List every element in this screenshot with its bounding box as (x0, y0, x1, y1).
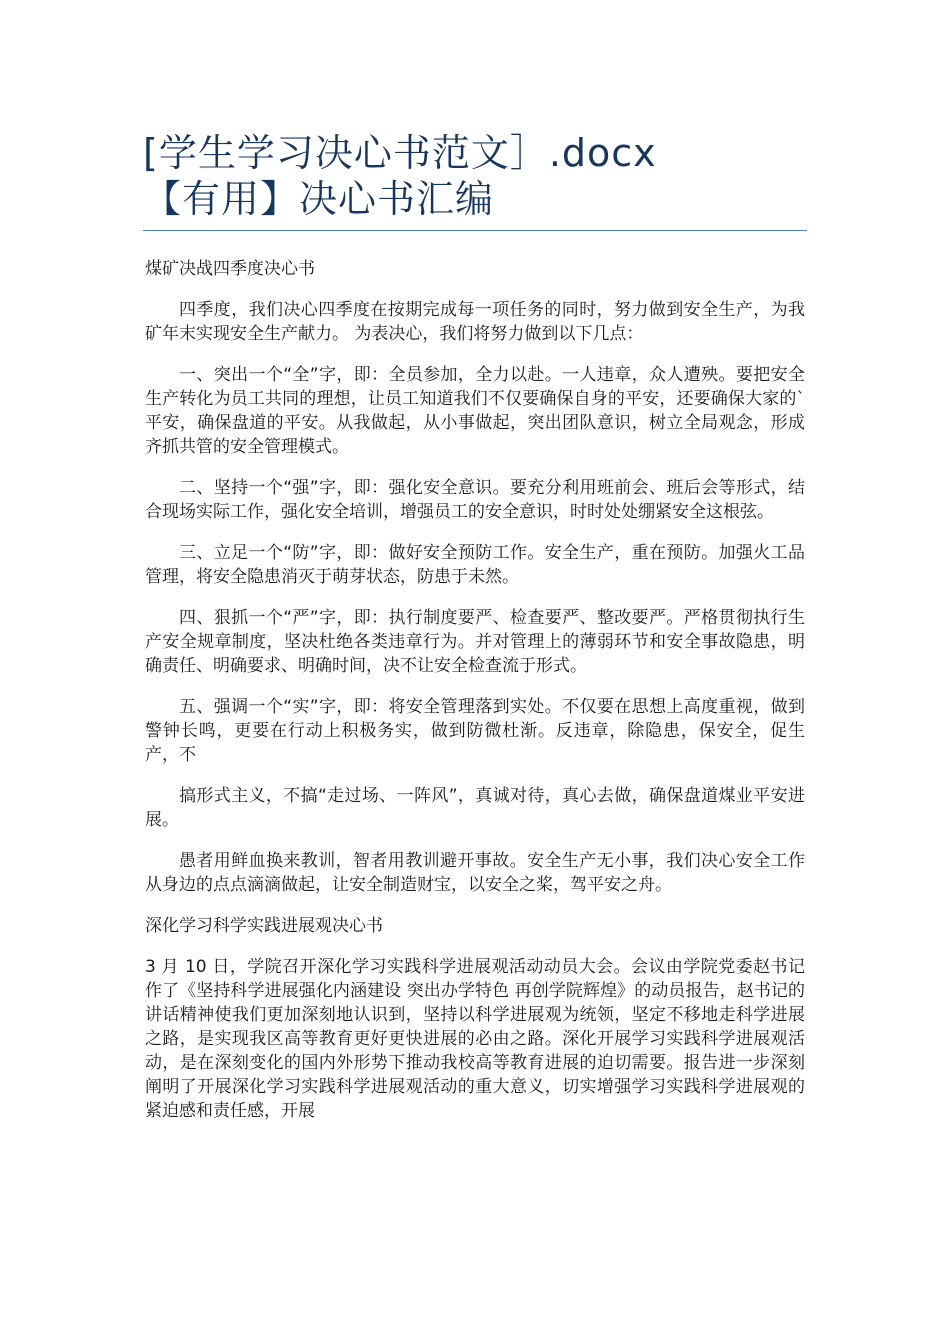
section-heading: 煤矿决战四季度决心书 (145, 259, 315, 279)
paragraph: 三、立足一个“防”字，即：做好安全预防工作。安全生产，重在预防。加强火工品管理，将安全隐患消灭于萌芽状态，防患于未然。 (145, 543, 805, 587)
paragraph: 四季度，我们决心四季度在按期完成每一项任务的同时，努力做到安全生产，为我矿年末实现安全生产献力。 为表决心，我们将努力做到以下几点： (145, 300, 805, 344)
document-body (145, 257, 805, 1140)
paragraph: 搞形式主义，不搞“走过场、一阵风”，真诚对待，真心去做，确保盘道煤业平安进展。 (145, 786, 805, 830)
document-title (143, 130, 807, 222)
paragraph: 二、坚持一个“强”字，即：强化安全意识。要充分利用班前会、班后会等形式，结合现场实际工作，强化安全培训，增强员工的安全意识，时时处处绷紧安全这根弦。 (145, 478, 805, 522)
paragraph: 3 月 10 日，学院召开深化学习实践科学进展观活动动员大会。会议由学院党委赵书记作了《坚持科学进展强化内涵建设 突出办学特色 再创学院辉煌》的动员报告，赵书记的讲话精神使我们更加深刻地认识到，坚持以科学进展观为统领，坚定不移地走科学进展之路，是实现我区高等教育更好更快进展的必由之路。深化开展学习实践科学进展观活动，是在深刻变化的国内外形势下推动我校高等教育进展的迫切需要。报告进一步深刻阐明了开展深化学习实践科学进展观活动的重大意义，切实增强学习实践科学进展观的紧迫感和责任感，开展 (145, 957, 805, 1121)
section-heading: 深化学习科学实践进展观决心书 (145, 916, 383, 936)
title-divider (143, 230, 807, 231)
title-line-2: 【有用】决心书汇编 (143, 177, 495, 221)
paragraph: 五、强调一个“实”字，即：将安全管理落到实处。不仅要在思想上高度重视，做到警钟长鸣，更要在行动上积极务实，做到防微杜渐。反违章，除隐患，保安全，促生产，不 (145, 697, 805, 765)
paragraph: 一、突出一个“全”字，即：全员参加，全力以赴。一人违章，众人遭殃。要把安全生产转化为员工共同的理想，让员工知道我们不仅要确保自身的平安，还要确保大家的`平安，确保盘道的平安。从我做起，从小事做起，突出团队意识，树立全局观念，形成齐抓共管的安全管理模式。 (145, 365, 805, 457)
paragraph: 愚者用鲜血换来教训，智者用教训避开事故。安全生产无小事，我们决心安全工作从身边的点点滴滴做起，让安全制造财宝，以安全之桨，驾平安之舟。 (145, 851, 805, 895)
paragraph: 四、狠抓一个“严”字，即：执行制度要严、检查要严、整改要严。严格贯彻执行生产安全规章制度，坚决杜绝各类违章行为。并对管理上的薄弱环节和安全事故隐患，明确责任、明确要求、明确时间，决不让安全检查流于形式。 (145, 608, 805, 676)
title-line-1: [学生学习决心书范文］.docx (143, 131, 657, 175)
